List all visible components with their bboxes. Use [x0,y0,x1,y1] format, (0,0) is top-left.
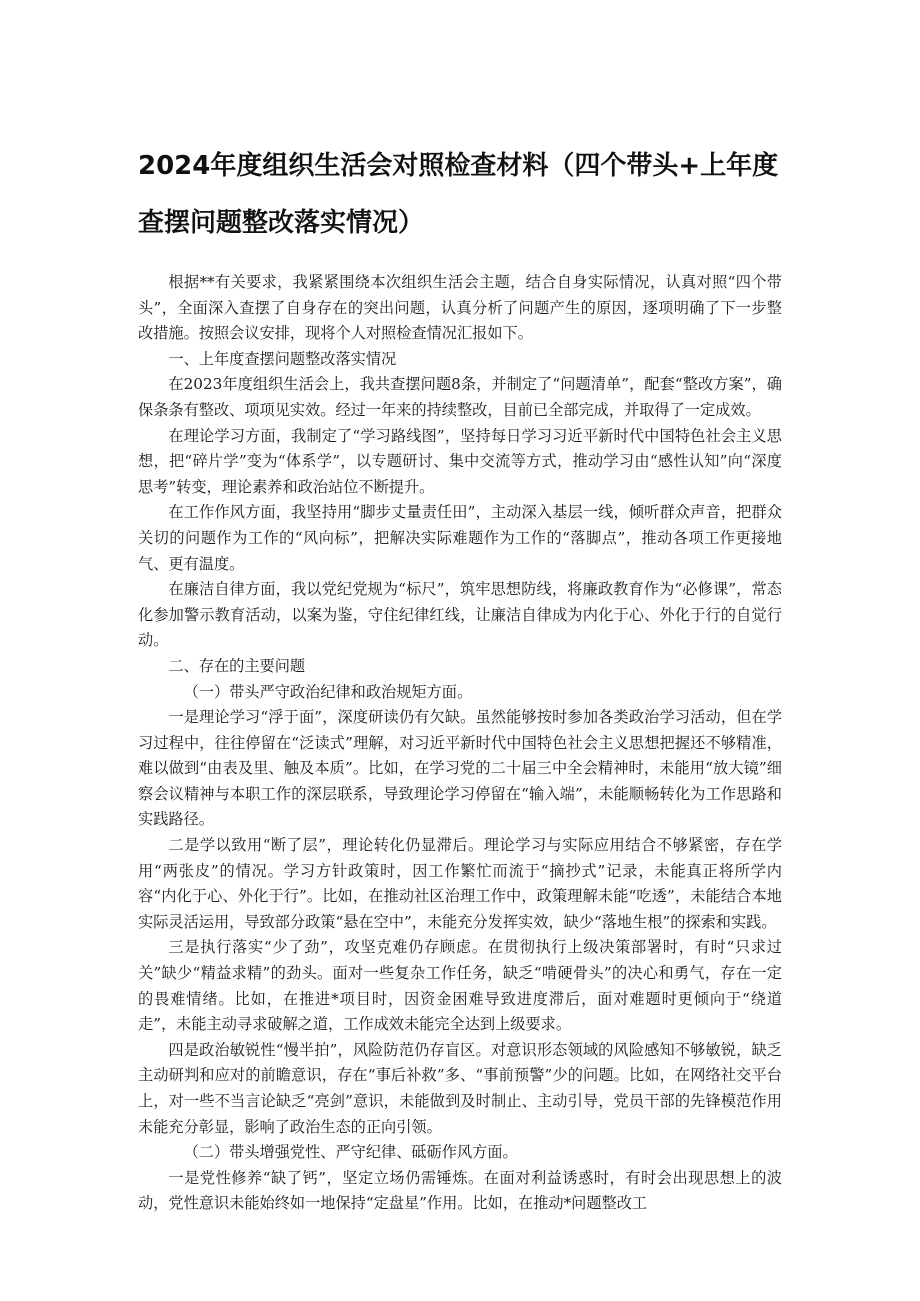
paragraph: 一是理论学习“浮于面”，深度研读仍有欠缺。虽然能够按时参加各类政治学习活动，但在学习过程中，往往停留在“泛读式”理解，对习近平新时代中国特色社会主义思想把握还不够精准，难以做到“由表及里、触及本质”。比如，在学习党的二十届三中全会精神时，未能用“放大镜”细察会议精神与本职工作的深层联系，导致理论学习停留在“输入端”，未能顺畅转化为工作思路和实践路径。 [138,708,782,829]
document-title: 2024年度组织生活会对照检查材料（四个带头+上年度查摆问题整改落实情况） [138,151,779,238]
section-heading-2: 二、存在的主要问题 [168,656,306,675]
document-page [138,0,782,1217]
paragraph: 在廉洁自律方面，我以党纪党规为“标尺”，筑牢思想防线，将廉政教育作为“必修课”，常态化参加警示教育活动，以案为鉴，守住纪律红线，让廉洁自律成为内化于心、外化于行的自觉行动。 [138,580,782,650]
subsection-heading-2: （二）带头增强党性、严守纪律、砥砺作风方面。 [183,1143,518,1162]
paragraph: 在理论学习方面，我制定了“学习路线图”，坚持每日学习习近平新时代中国特色社会主义思想，把“碎片学”变为“体系学”，以专题研讨、集中交流等方式，推动学习由“感性认知”向“深度思考”转变，理论素养和政治站位不断提升。 [138,426,782,496]
subsection-heading-1: （一）带头严守政治纪律和政治规矩方面。 [183,682,473,701]
paragraph: 三是执行落实“少了劲”，攻坚克难仍存顾虑。在贯彻执行上级决策部署时，有时“只求过关”缺少“精益求精”的劲头。面对一些复杂工作任务，缺乏“啃硬骨头”的决心和勇气，存在一定的畏难情绪。比如，在推进*项目时，因资金困难导致进度滞后，面对难题时更倾向于“绕道走”，未能主动寻求破解之道，工作成效未能完全达到上级要求。 [138,938,782,1034]
paragraph: 在2023年度组织生活会上，我共查摆问题8条，并制定了“问题清单”，配套“整改方案”，确保条条有整改、项项见实效。经过一年来的持续整改，目前已全部完成，并取得了一定成效。 [138,375,782,419]
paragraph: 四是政治敏锐性“慢半拍”，风险防范仍存盲区。对意识形态领域的风险感知不够敏锐，缺乏主动研判和应对的前瞻意识，存在“事后补救”多、“事前预警”少的问题。比如，在网络社交平台上，对一些不当言论缺乏“亮剑”意识，未能做到及时制止、主动引导，党员干部的先锋模范作用未能充分彰显，影响了政治生态的正向引领。 [138,1040,782,1136]
paragraph: 二是学以致用“断了层”，理论转化仍显滞后。理论学习与实际应用结合不够紧密，存在学用“两张皮”的情况。学习方针政策时，因工作繁忙而流于“摘抄式”记录，未能真正将所学内容“内化于心、外化于行”。比如，在推动社区治理工作中，政策理解未能“吃透”，未能结合本地实际灵活运用，导致部分政策“悬在空中”，未能充分发挥实效，缺少“落地生根”的探索和实践。 [138,836,782,931]
section-heading-1: 一、上年度查摆问题整改落实情况 [168,349,397,368]
paragraph: 在工作作风方面，我坚持用“脚步丈量责任田”，主动深入基层一线，倾听群众声音，把群众关切的问题作为工作的“风向标”，把解决实际难题作为工作的“落脚点”，推动各项工作更接地气、更有温度。 [138,503,782,573]
paragraph: 一是党性修养“缺了钙”，坚定立场仍需锤炼。在面对利益诱惑时，有时会出现思想上的波动，党性意识未能始终如一地保持“定盘星”作用。比如，在推动*问题整改工 [138,1168,782,1213]
document-body [138,270,782,1217]
paragraph-intro: 根据**有关要求，我紧紧围绕本次组织生活会主题，结合自身实际情况，认真对照“四个带头”，全面深入查摆了自身存在的突出问题，认真分析了问题产生的原因，逐项明确了下一步整改措施。按照会议安排，现将个人对照检查情况汇报如下。 [138,273,782,343]
